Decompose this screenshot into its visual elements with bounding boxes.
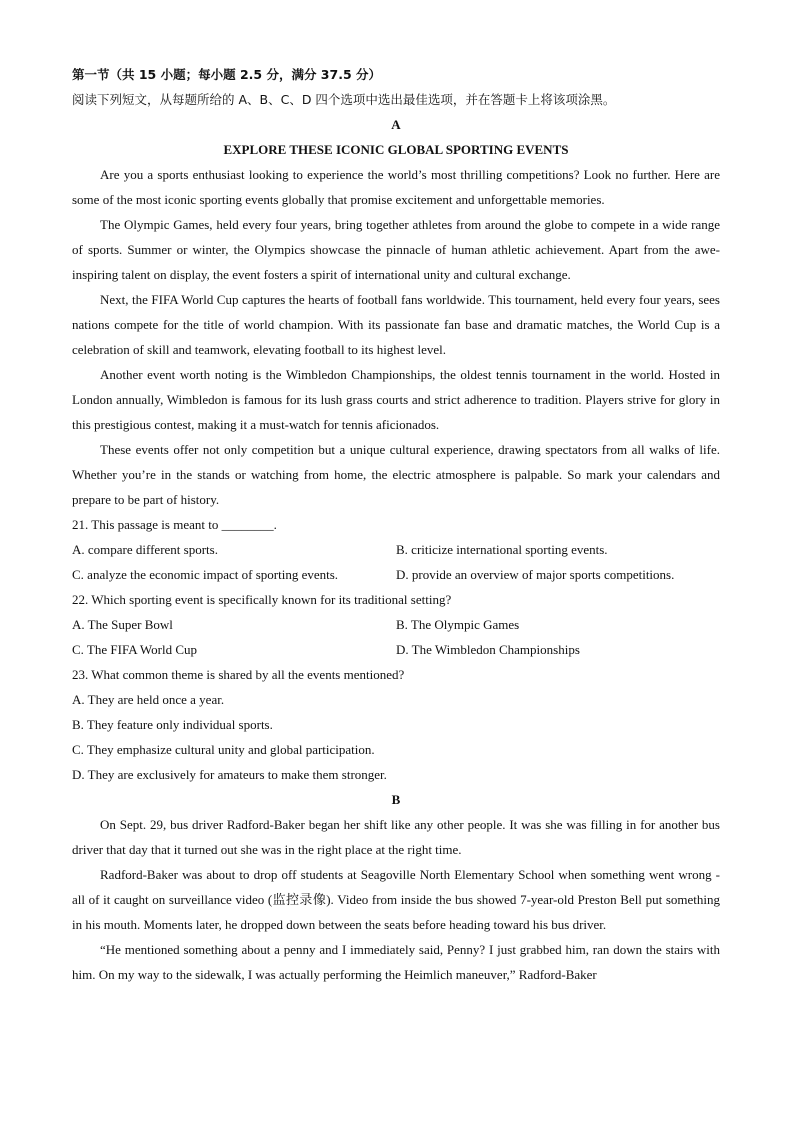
- question-22-option-b: B. The Olympic Games: [396, 617, 520, 632]
- question-21-stem: 21. This passage is meant to ________.: [72, 517, 277, 532]
- passage-a-paragraph-3: Next, the FIFA World Cup captures the hearts of football fans worldwide. This tournament, held every four years, sees nations compete for the title of world champion. With its passionate fan base and dramatic matches, the World Cup is a celebration of skill and teamwork, elevating football to its highest level.: [72, 292, 720, 357]
- question-22-options-row-2: [72, 637, 720, 662]
- passage-b-paragraph-2: Radford-Baker was about to drop off students at Seagoville North Elementary School when something went wrong - all of it caught on surveillance video (监控录像). Video from inside the bus showed 7-year-old Preston Bell put something in his mouth. Moments later, he dropped down between the seats before heading toward his bus driver.: [72, 867, 720, 932]
- passage-a-paragraph-4: Another event worth noting is the Wimbledon Championships, the oldest tennis tournament in the world. Hosted in London annually, Wimbledon is famous for its lush grass courts and strict adherence to tradition. Players strive for glory in this prestigious contest, making it a must-watch for tennis aficionados.: [72, 367, 720, 432]
- question-22-option-c: C. The FIFA World Cup: [72, 642, 197, 657]
- question-23-stem: 23. What common theme is shared by all the events mentioned?: [72, 667, 405, 682]
- question-22-option-a: A. The Super Bowl: [72, 617, 173, 632]
- question-21-option-c: C. analyze the economic impact of sporting events.: [72, 567, 339, 582]
- question-22-option-d: D. The Wimbledon Championships: [396, 642, 580, 657]
- question-21-option-b: B. criticize international sporting events.: [396, 542, 608, 557]
- section-header: 第一节（共 15 小题；每小题 2.5 分，满分 37.5 分）: [72, 67, 381, 82]
- passage-a-paragraph-2: The Olympic Games, held every four years, bring together athletes from around the globe to compete in a wide range of sports. Summer or winter, the Olympics showcase the pinnacle of human athletic achievement. Apart from the awe-inspiring talent on display, the event fosters a spirit of international unity and cultural exchange.: [72, 217, 720, 282]
- question-21-option-a: A. compare different sports.: [72, 542, 218, 557]
- question-22-options-row-1: [72, 612, 720, 637]
- question-23-option-a: A. They are held once a year.: [72, 692, 225, 707]
- question-23-option-d: D. They are exclusively for amateurs to make them stronger.: [72, 767, 387, 782]
- passage-a-paragraph-5: These events offer not only competition but a unique cultural experience, drawing spectators from all walks of life. Whether you’re in the stands or watching from home, the electric atmosphere is palpable. So mark your calendars and prepare to be part of history.: [72, 442, 720, 507]
- passage-a-label: A: [391, 117, 401, 132]
- passage-b-paragraph-3: “He mentioned something about a penny and I immediately said, Penny? I just grabbed him, ran down the stairs with him. On my way to the sidewalk, I was actually performing the Heimlich maneuver,” Radford-Baker: [72, 942, 720, 982]
- passage-b-label: B: [391, 792, 401, 807]
- question-23-option-c: C. They emphasize cultural unity and global participation.: [72, 742, 375, 757]
- passage-a-title: EXPLORE THESE ICONIC GLOBAL SPORTING EVENTS: [223, 142, 569, 157]
- passage-a-paragraph-1: Are you a sports enthusiast looking to experience the world’s most thrilling competitions? Look no further. Here are some of the most iconic sporting events globally that promise excitement and unforgettable memories.: [72, 167, 720, 207]
- question-23-option-b: B. They feature only individual sports.: [72, 717, 273, 732]
- question-22-stem: 22. Which sporting event is specifically known for its traditional setting?: [72, 592, 452, 607]
- exam-page: [72, 62, 720, 987]
- question-21-options-row-2: [72, 562, 720, 587]
- passage-b-paragraph-1: On Sept. 29, bus driver Radford-Baker began her shift like any other people. It was she was filling in for another bus driver that day that it turned out she was in the right place at the right time.: [72, 817, 720, 857]
- question-21-options-row-1: [72, 537, 720, 562]
- instructions: 阅读下列短文，从每题所给的 A、B、C、D 四个选项中选出最佳选项，并在答题卡上将该项涂黑。: [72, 92, 616, 107]
- question-21-option-d: D. provide an overview of major sports competitions.: [396, 567, 675, 582]
